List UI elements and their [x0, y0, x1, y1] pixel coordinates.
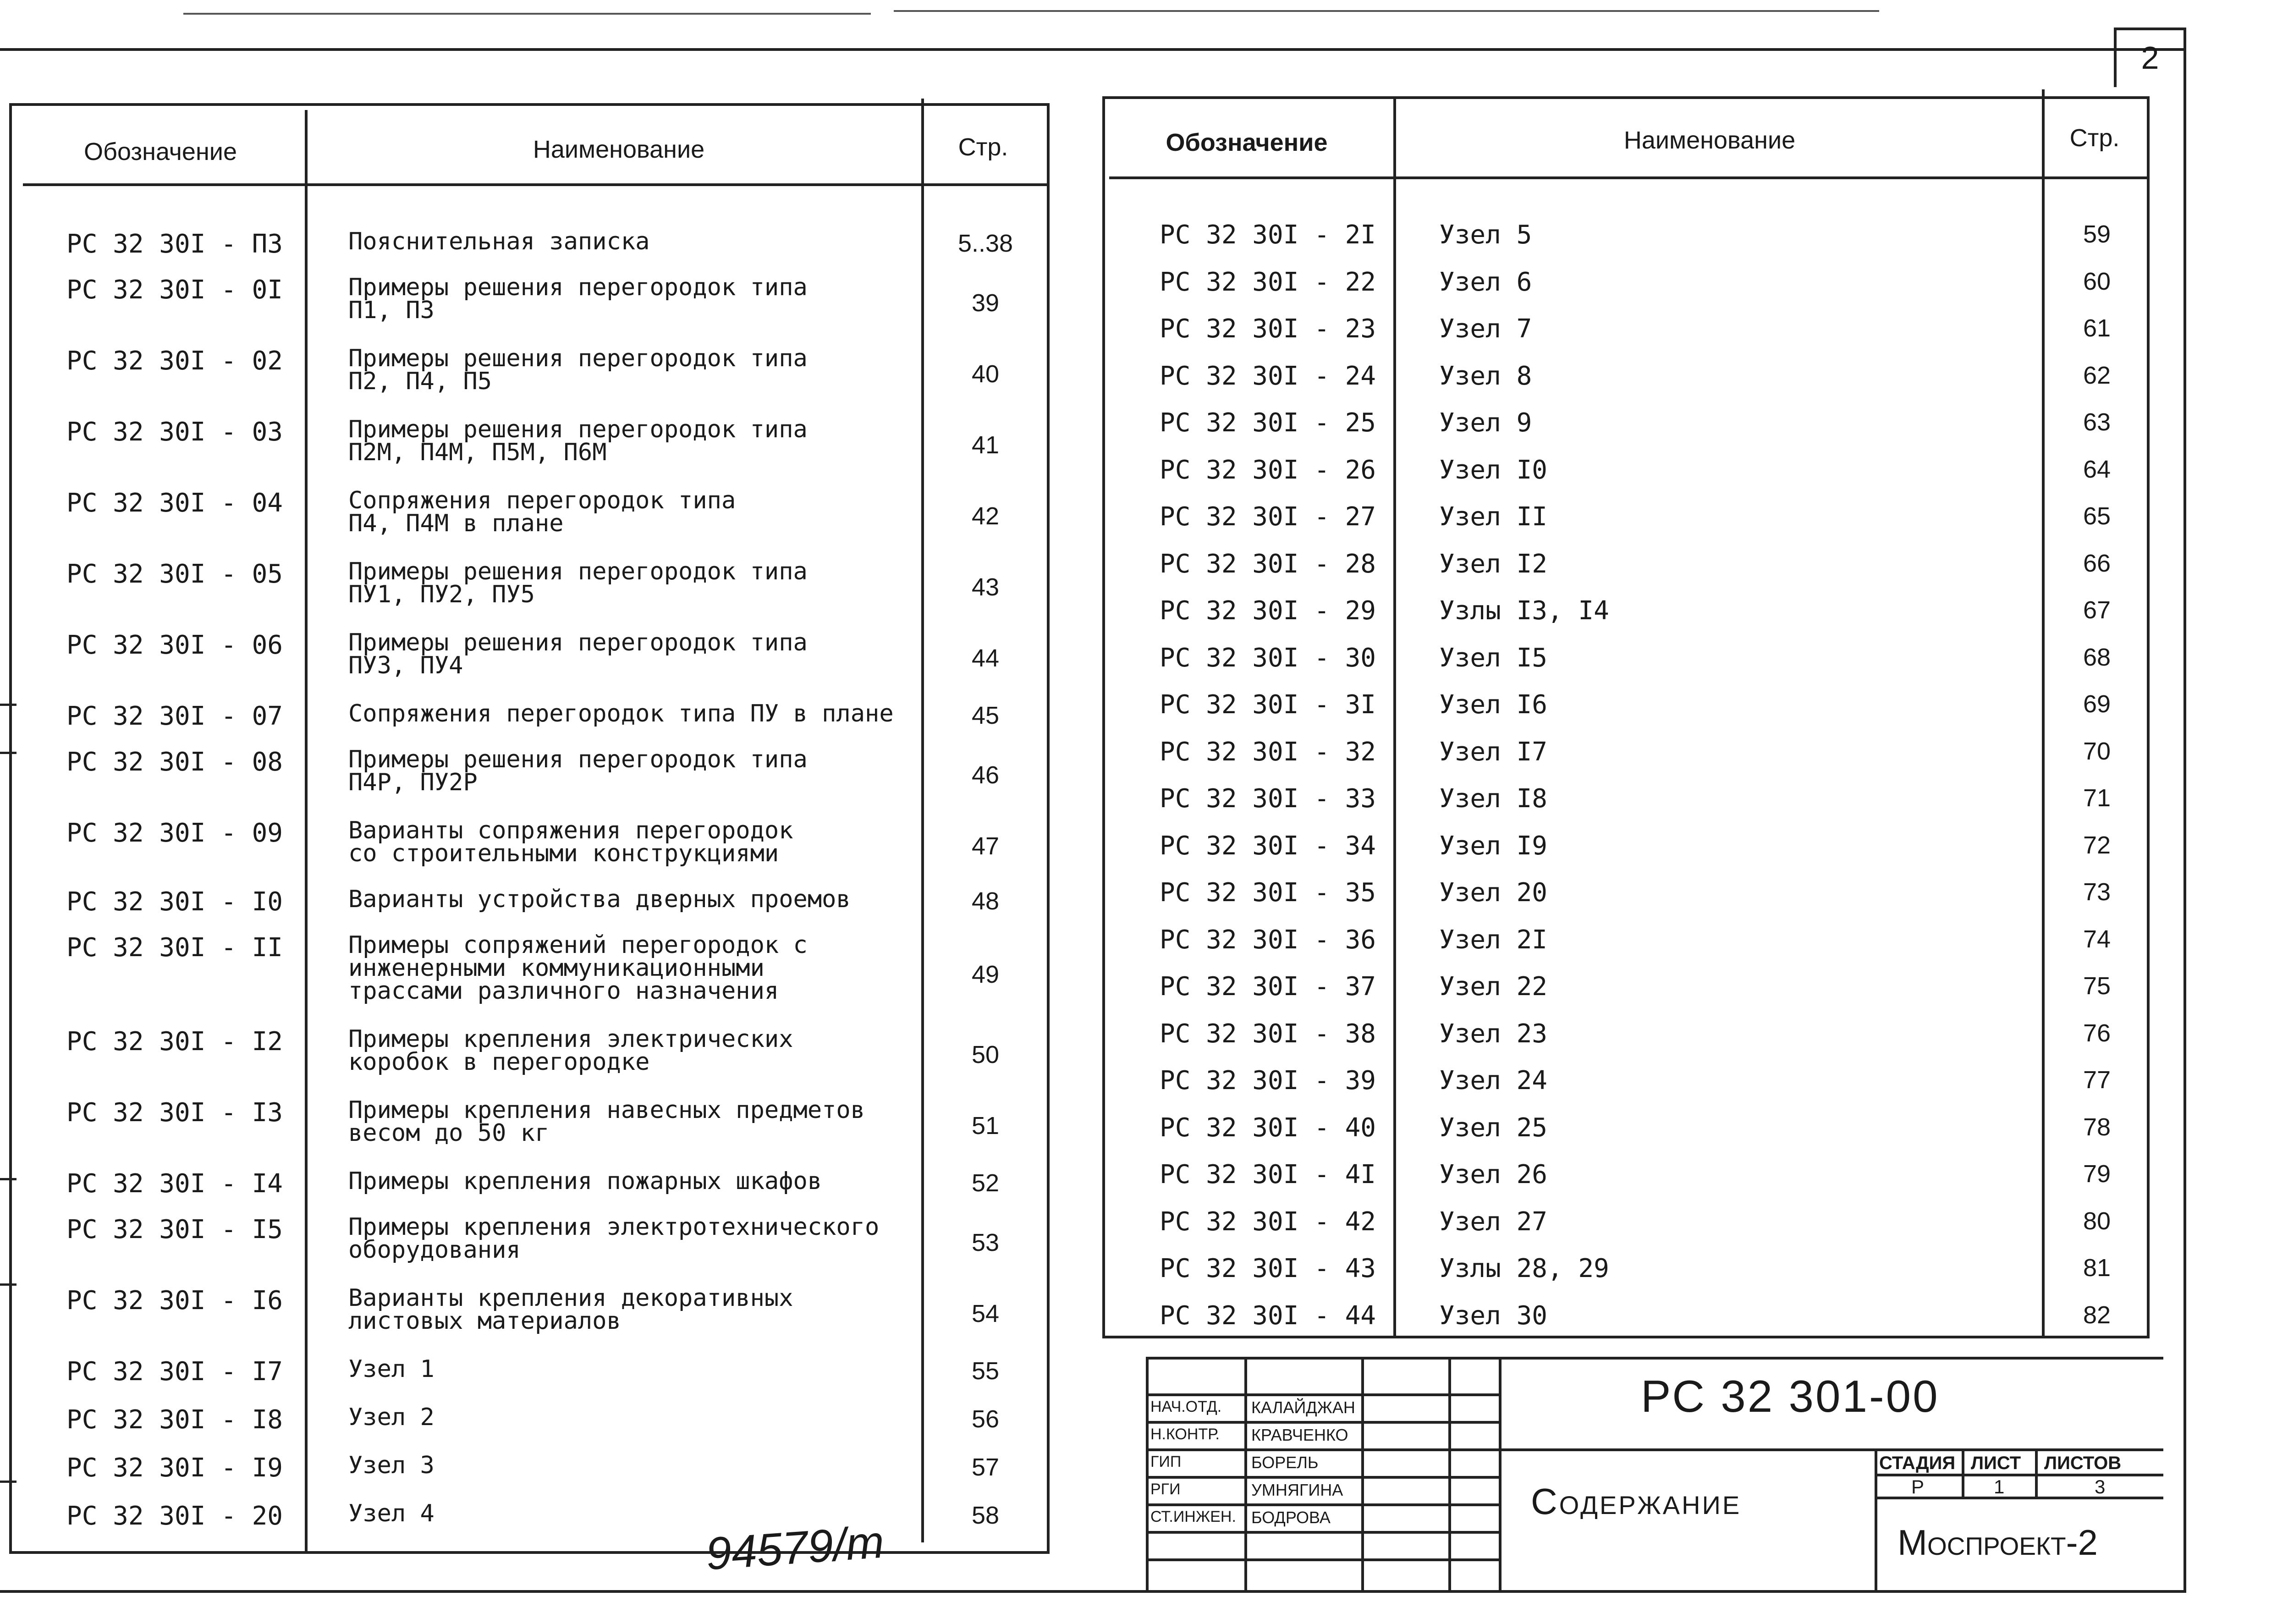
- right-col-divider: [2042, 89, 2045, 1338]
- right-row-name: Узел 8: [1439, 361, 1532, 391]
- left-row-page: 49: [971, 961, 1000, 988]
- right-row-name: Узел 26: [1439, 1160, 1548, 1189]
- right-row-name: Узел 25: [1439, 1112, 1548, 1143]
- left-row-page: 57: [971, 1453, 1000, 1481]
- right-row-name: Узел 30: [1439, 1300, 1548, 1331]
- right-row-page: 70: [2083, 737, 2111, 765]
- left-row-name: Варианты крепления декоративных листовых материалов: [348, 1284, 793, 1335]
- right-row-code: РС 32 30I - 39: [1160, 1066, 1376, 1096]
- right-row-code: РС 32 30I - 38: [1160, 1018, 1376, 1049]
- sheet-title: Содержание: [1531, 1481, 1742, 1522]
- right-row-code: РС 32 30I - 43: [1160, 1254, 1376, 1283]
- left-row-name: Узел 3: [348, 1452, 434, 1479]
- left-row-page: 5..38: [957, 230, 1013, 257]
- scan-edge-line: [894, 10, 1879, 12]
- left-row-page: 48: [971, 887, 1000, 915]
- left-row-code: РС 32 30I - 20: [66, 1501, 283, 1531]
- stamp-divider: [1448, 1357, 1451, 1591]
- stamp-divider: [1499, 1357, 1502, 1591]
- left-row-name: Узел 2: [348, 1404, 434, 1431]
- signature-role: НАЧ.ОТД.: [1150, 1398, 1222, 1415]
- right-row-name: Узел 7: [1439, 314, 1532, 344]
- left-row-code: РС 32 30I - II: [66, 933, 283, 963]
- right-row-code: РС 32 30I - 23: [1160, 314, 1376, 344]
- signature-person: УМНЯГИНА: [1251, 1481, 1343, 1499]
- stamp-divider: [1962, 1448, 1964, 1497]
- left-row-page: 40: [971, 360, 1000, 388]
- right-header-page: Стр.: [2069, 124, 2120, 152]
- scan-edge-line: [183, 13, 871, 15]
- right-row-name: Узел I0: [1439, 455, 1548, 485]
- stamp-row-rule: [1146, 1421, 1499, 1424]
- left-row-name: Примеры решения перегородок типа ПУ1, ПУ2, ПУ5: [348, 558, 808, 608]
- right-row-name: Узел 22: [1439, 972, 1548, 1002]
- right-row-page: 77: [2083, 1066, 2111, 1094]
- left-row-name: Примеры крепления пожарных шкафов: [348, 1167, 822, 1195]
- right-row-code: РС 32 30I - 3I: [1160, 690, 1376, 720]
- left-row-code: РС 32 30I - 04: [66, 488, 283, 518]
- right-row-name: Узел 23: [1439, 1018, 1548, 1049]
- right-row-name: Узел I5: [1439, 643, 1548, 673]
- right-row-page: 75: [2083, 972, 2111, 1000]
- left-header-page: Стр.: [958, 133, 1008, 161]
- left-row-page: 43: [971, 573, 1000, 601]
- right-row-page: 72: [2083, 831, 2111, 859]
- right-row-code: РС 32 30I - 30: [1160, 643, 1376, 673]
- right-row-code: РС 32 30I - 44: [1160, 1300, 1376, 1331]
- left-row-code: РС 32 30I - I4: [66, 1169, 283, 1199]
- right-row-page: 67: [2083, 596, 2111, 624]
- left-row-page: 51: [971, 1112, 1000, 1140]
- stamp-row-rule: [1146, 1558, 1499, 1561]
- left-header-rule: [23, 183, 1050, 186]
- right-row-code: РС 32 30I - 25: [1160, 408, 1376, 438]
- right-row-page: 63: [2083, 408, 2111, 436]
- left-row-page: 47: [971, 832, 1000, 860]
- right-row-page: 78: [2083, 1113, 2111, 1141]
- left-row-page: 55: [971, 1357, 1000, 1385]
- right-row-name: Узел 24: [1439, 1066, 1548, 1096]
- right-row-page: 59: [2083, 220, 2111, 248]
- right-row-page: 82: [2083, 1301, 2111, 1329]
- stamp-row-rule: [1146, 1531, 1499, 1534]
- right-row-page: 68: [2083, 643, 2111, 671]
- left-row-page: 46: [971, 761, 1000, 789]
- right-row-page: 74: [2083, 925, 2111, 953]
- left-row-code: РС 32 30I - I8: [66, 1405, 283, 1435]
- right-row-page: 71: [2083, 784, 2111, 812]
- left-row-page: 56: [971, 1405, 1000, 1433]
- right-row-code: РС 32 30I - 4I: [1160, 1160, 1376, 1189]
- stamp-row-rule: [1146, 1448, 2163, 1451]
- stamp-divider: [1875, 1448, 1877, 1591]
- right-row-page: 65: [2083, 502, 2111, 530]
- stage-value: Р: [1911, 1476, 1925, 1497]
- right-row-name: Узел 2I: [1439, 925, 1548, 955]
- left-col-divider: [921, 99, 924, 1542]
- left-row-code: РС 32 30I - П3: [66, 229, 283, 259]
- right-row-page: 73: [2083, 878, 2111, 906]
- right-row-name: Узлы 28, 29: [1439, 1254, 1609, 1283]
- left-header-designation: Обозначение: [84, 138, 237, 165]
- left-row-page: 44: [971, 644, 1000, 672]
- stage-label: СТАДИЯ: [1879, 1453, 1956, 1473]
- right-row-code: РС 32 30I - 42: [1160, 1206, 1376, 1237]
- left-row-code: РС 32 30I - 05: [66, 559, 283, 589]
- right-row-name: Узел I6: [1439, 690, 1548, 720]
- right-row-page: 60: [2083, 267, 2111, 295]
- left-row-page: 58: [971, 1502, 1000, 1529]
- stamp-row-rule: [1146, 1476, 1499, 1479]
- left-row-name: Примеры крепления электротехнического оборудования: [348, 1213, 880, 1264]
- stamp-row-rule: [1146, 1393, 1499, 1396]
- left-row-code: РС 32 30I - 03: [66, 417, 283, 447]
- right-row-code: РС 32 30I - 32: [1160, 737, 1376, 767]
- left-row-name: Варианты устройства дверных проемов: [348, 886, 851, 913]
- left-row-code: РС 32 30I - 09: [66, 818, 283, 848]
- right-row-code: РС 32 30I - 34: [1160, 831, 1376, 861]
- left-row-name: Варианты сопряжения перегородок со строительными конструкциями: [348, 817, 793, 867]
- left-row-name: Примеры решения перегородок типа П4Р, ПУ2Р: [348, 746, 808, 796]
- right-row-name: Узел 27: [1439, 1206, 1548, 1237]
- right-row-page: 69: [2083, 690, 2111, 718]
- inventory-number: 94579/т: [704, 1516, 886, 1580]
- left-row-code: РС 32 30I - I0: [66, 887, 283, 917]
- left-row-name: Примеры крепления навесных предметов весом до 50 кг: [348, 1096, 865, 1147]
- right-row-page: 62: [2083, 361, 2111, 389]
- left-row-page: 52: [971, 1169, 1000, 1197]
- left-row-page: 45: [971, 702, 1000, 729]
- left-row-code: РС 32 30I - I2: [66, 1027, 283, 1057]
- signature-role: Н.КОНТР.: [1150, 1426, 1220, 1443]
- signature-person: КРАВЧЕНКО: [1251, 1426, 1348, 1444]
- left-row-code: РС 32 30I - 06: [66, 630, 283, 660]
- left-row-code: РС 32 30I - I6: [66, 1286, 283, 1316]
- signature-role: СТ.ИНЖЕН.: [1150, 1508, 1236, 1525]
- right-row-code: РС 32 30I - 36: [1160, 925, 1376, 955]
- right-row-name: Узел 6: [1439, 267, 1532, 297]
- sheet-value: 1: [1994, 1476, 2005, 1497]
- right-row-page: 61: [2083, 314, 2111, 342]
- left-row-page: 39: [971, 289, 1000, 317]
- stamp-divider: [2035, 1448, 2038, 1497]
- right-header-rule: [1109, 176, 2150, 179]
- right-row-code: РС 32 30I - 40: [1160, 1112, 1376, 1143]
- left-row-code: РС 32 30I - I5: [66, 1215, 283, 1244]
- left-row-code: РС 32 30I - I9: [66, 1453, 283, 1483]
- right-row-code: РС 32 30I - 35: [1160, 878, 1376, 908]
- left-row-name: Примеры решения перегородок типа П2, П4, П5: [348, 345, 808, 395]
- left-row-name: Узел 4: [348, 1500, 434, 1527]
- signature-person: БОДРОВА: [1251, 1508, 1331, 1527]
- right-row-code: РС 32 30I - 27: [1160, 502, 1376, 532]
- right-row-code: РС 32 30I - 28: [1160, 549, 1376, 579]
- sheets-value: 3: [2095, 1476, 2106, 1497]
- left-row-code: РС 32 30I - I7: [66, 1357, 283, 1387]
- left-row-page: 54: [971, 1300, 1000, 1327]
- left-row-page: 53: [971, 1229, 1000, 1256]
- right-row-name: Узел II: [1439, 502, 1548, 532]
- right-row-code: РС 32 30I - 29: [1160, 596, 1376, 626]
- right-row-name: Узел I9: [1439, 831, 1548, 861]
- signature-role: ГИП: [1150, 1453, 1182, 1470]
- left-row-page: 41: [971, 431, 1000, 459]
- left-header-name: Наименование: [533, 136, 705, 163]
- right-row-page: 79: [2083, 1160, 2111, 1188]
- left-row-code: РС 32 30I - 07: [66, 701, 283, 731]
- left-row-name: Примеры сопряжений перегородок с инженерными коммуникационными трассами различного назначения: [348, 931, 808, 1005]
- right-row-name: Узел I7: [1439, 737, 1548, 767]
- signature-person: БОРЕЛЬ: [1251, 1453, 1319, 1472]
- sheet-label: ЛИСТ: [1971, 1453, 2021, 1473]
- right-row-code: РС 32 30I - 22: [1160, 267, 1376, 297]
- right-row-page: 64: [2083, 455, 2111, 483]
- left-row-page: 50: [971, 1041, 1000, 1068]
- right-header-name: Наименование: [1623, 127, 1796, 154]
- left-row-name: Пояснительная записка: [348, 228, 650, 255]
- left-row-name: Сопряжения перегородок типа П4, П4М в плане: [348, 487, 736, 537]
- right-row-code: РС 32 30I - 2I: [1160, 220, 1376, 250]
- organization: Моспроект-2: [1898, 1522, 2098, 1563]
- left-row-name: Сопряжения перегородок типа ПУ в плане: [348, 700, 894, 727]
- left-col-divider: [305, 110, 308, 1554]
- right-row-page: 66: [2083, 549, 2111, 577]
- right-row-code: РС 32 30I - 33: [1160, 784, 1376, 814]
- left-row-code: РС 32 30I - 08: [66, 747, 283, 777]
- right-row-name: Узел 9: [1439, 408, 1532, 438]
- document-code: РС 32 301-00: [1641, 1371, 1940, 1421]
- left-row-name: Примеры решения перегородок типа ПУ3, ПУ4: [348, 629, 808, 679]
- right-row-page: 80: [2083, 1207, 2111, 1235]
- right-row-name: Узел 20: [1439, 878, 1548, 908]
- sheets-label: ЛИСТОВ: [2044, 1453, 2122, 1473]
- right-row-code: РС 32 30I - 24: [1160, 361, 1376, 391]
- right-row-name: Узел I2: [1439, 549, 1548, 579]
- stamp-divider: [1361, 1357, 1364, 1591]
- right-row-name: Узел I8: [1439, 784, 1548, 814]
- left-row-code: РС 32 30I - I3: [66, 1098, 283, 1128]
- right-row-code: РС 32 30I - 26: [1160, 455, 1376, 485]
- right-row-page: 81: [2083, 1254, 2111, 1282]
- left-row-name: Примеры крепления электрических коробок в перегородке: [348, 1025, 793, 1076]
- right-row-name: Узлы I3, I4: [1439, 596, 1609, 626]
- left-row-name: Узел 1: [348, 1355, 434, 1383]
- right-row-page: 76: [2083, 1019, 2111, 1047]
- stamp-row-rule: [1146, 1503, 1499, 1506]
- right-col-divider: [1393, 96, 1396, 1338]
- left-row-code: РС 32 30I - 0I: [66, 275, 283, 305]
- stamp-divider: [1244, 1357, 1247, 1591]
- left-row-code: РС 32 30I - 02: [66, 346, 283, 376]
- sheet-number: 2: [2114, 28, 2186, 87]
- signature-role: РГИ: [1150, 1481, 1181, 1498]
- right-row-name: Узел 5: [1439, 220, 1532, 250]
- left-row-page: 42: [971, 502, 1000, 530]
- signature-person: КАЛАЙДЖАН: [1251, 1398, 1355, 1417]
- left-row-name: Примеры решения перегородок типа П2М, П4М, П5М, П6М: [348, 416, 808, 466]
- left-row-name: Примеры решения перегородок типа П1, П3: [348, 274, 808, 324]
- right-row-code: РС 32 30I - 37: [1160, 972, 1376, 1002]
- right-header-designation: Обозначение: [1166, 129, 1328, 156]
